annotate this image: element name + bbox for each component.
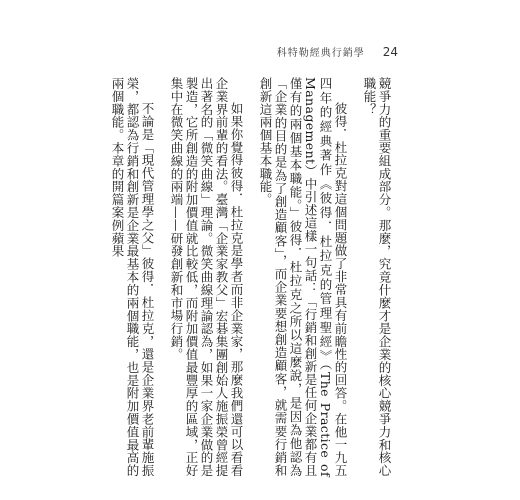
paragraph-4: 不論是「現代管理學之父」彼得．杜拉克，還是企業界老前輩施振榮，都認為行銷和創新是企業最基本的兩個職能，也是附加價值最高的兩個職能。本章的開篇案例蘋果 (110, 77, 155, 477)
page-number: 24 (382, 45, 398, 59)
body-text (110, 77, 392, 477)
page-header (277, 44, 398, 59)
paragraph-2: 彼得．杜拉克對這個問題做了非常具有前瞻性的回答。在他一九五四年的經典著作《彼得．杜拉克的管理聖經》（The Practice of Management）中引述這樣一句話：「行銷和創新是任何企業都有且僅有的兩個基本職能。」彼得．杜拉克之所以這麼說，是因為他認為「企業的目的是為了創造顧客」，而企業要想創造顧客，就需要行銷和創新這兩個基本職能。 (258, 77, 348, 477)
paragraph-1: 競爭力的重要組成部分。那麼，究竟什麼才是企業的核心競爭力和核心職能？ (362, 77, 392, 477)
running-title: 科特勒經典行銷學 (276, 48, 365, 59)
paragraph-3: 如果你覺得彼得．杜拉克是學者而非企業家，那麼我們還可以看看企業界前輩的看法。臺灣「企業家教父」宏碁集團創始人施振榮曾經提出著名的「微笑曲線」理論。微笑曲線理論認為，如果一家企業做的是製造，它所創造的附加價值就比較低，而附加價值最豐厚的區域，正好集中在微笑曲線的兩端——研發創新和市場行銷。 (169, 77, 244, 477)
